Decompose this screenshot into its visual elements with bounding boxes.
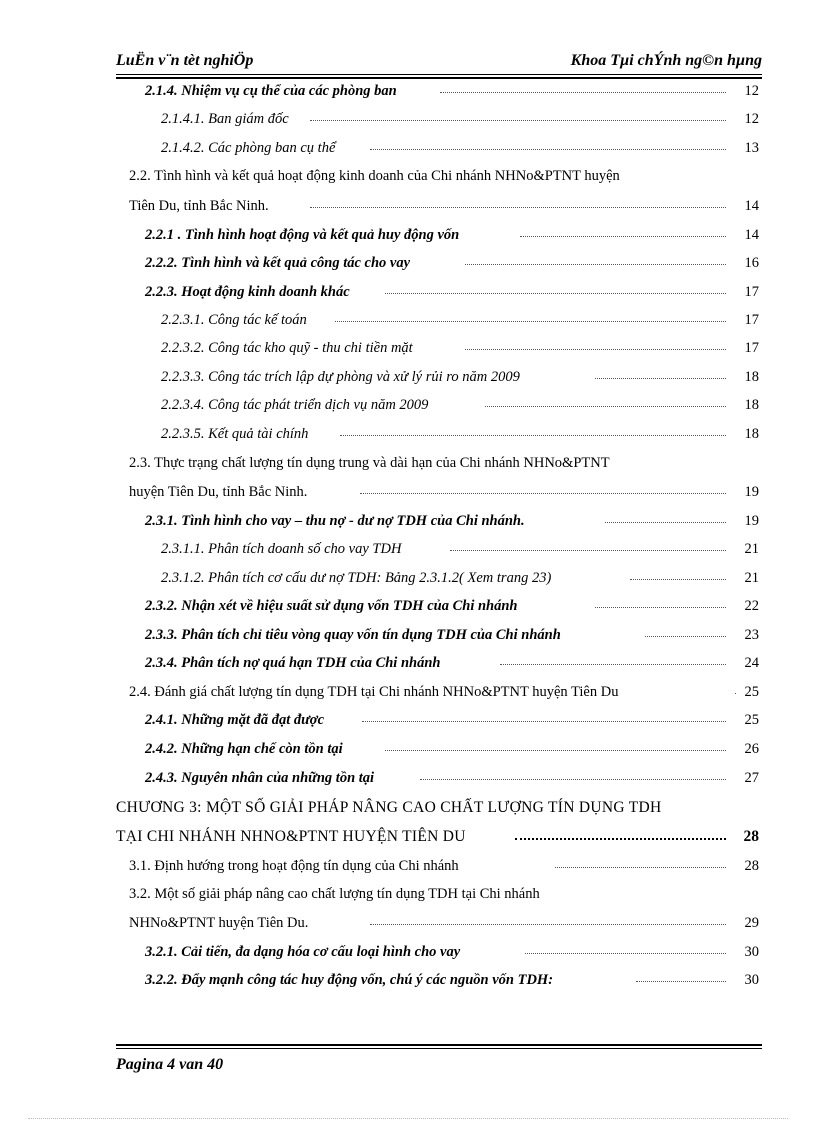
toc-entry-title-cont: Tiên Du, tỉnh Bắc Ninh. — [129, 195, 271, 217]
toc-entry-title: 2.4.3. Nguyên nhân của những tồn tại — [145, 767, 376, 789]
toc-entry-title: 2.4. Đánh giá chất lượng tín dụng TDH tại Chi nhánh NHNo&PTNT huyện Tiên Du — [129, 681, 620, 703]
header-right-text: Khoa Tµi chÝnh ng©n hµng — [570, 52, 762, 69]
toc-entry — [0, 652, 816, 674]
toc-entry-title: 2.3.2. Nhận xét về hiệu suất sử dụng vốn TDH của Chi nhánh — [145, 595, 519, 617]
toc-entry-page: 29 — [744, 915, 759, 931]
toc-entry — [0, 224, 816, 246]
toc-entry — [0, 309, 816, 331]
toc-entry-continuation — [0, 481, 816, 503]
toc-entry-page: 30 — [744, 944, 759, 960]
toc-entry-title: 3.2.1. Cải tiến, đa dạng hóa cơ cấu loại hình cho vay — [145, 941, 462, 963]
toc-entry-title: 2.3.3. Phân tích chỉ tiêu vòng quay vốn tín dụng TDH của Chi nhánh — [145, 624, 563, 646]
toc-chapter-page: 28 — [743, 828, 759, 845]
toc-entry — [0, 709, 816, 731]
toc-entry-page: 30 — [744, 972, 759, 988]
toc-entry-title: 2.2.3.1. Công tác kế toán — [161, 309, 309, 331]
toc-entry — [0, 394, 816, 416]
toc-chapter-continuation — [0, 826, 816, 848]
toc-entry-title: 2.1.4. Nhiệm vụ cụ thể của các phòng ban — [145, 80, 399, 102]
toc-entry-page: 12 — [744, 83, 759, 99]
footer-rule — [116, 1048, 762, 1049]
toc-entry-title: 2.4.2. Những hạn chế còn tồn tại — [145, 738, 345, 760]
toc-entry-page: 23 — [744, 627, 759, 643]
toc-entry — [0, 883, 816, 905]
toc-entry-page: 14 — [744, 198, 759, 214]
toc-entry-title: 3.2.2. Đẩy mạnh công tác huy động vốn, chú ý các nguồn vốn TDH: — [145, 969, 555, 991]
toc-entry-title: 2.2.3. Hoạt động kinh doanh khác — [145, 281, 352, 303]
toc-entry-page: 28 — [744, 858, 759, 874]
toc-entry-title: 2.1.4.2. Các phòng ban cụ thể — [161, 137, 337, 159]
toc-entry-title: 3.2. Một số giải pháp nâng cao chất lượng tín dụng TDH tại Chi nhánh — [129, 886, 540, 902]
toc-entry — [0, 80, 816, 102]
toc-chapter-title-cont: TẠI CHI NHÁNH NHNO&PTNT HUYỆN TIÊN DU — [116, 826, 468, 848]
toc-entry — [0, 855, 816, 877]
toc-entry-page: 18 — [744, 397, 759, 413]
toc-entry — [0, 137, 816, 159]
toc-entry-page: 17 — [744, 312, 759, 328]
header-rule — [116, 74, 762, 75]
toc-entry — [0, 108, 816, 130]
toc-entry-title: 2.2. Tình hình và kết quả hoạt động kinh doanh của Chi nhánh NHNo&PTNT huyện — [129, 168, 620, 184]
toc-entry — [0, 567, 816, 589]
toc-entry-page: 14 — [744, 227, 759, 243]
toc-entry — [0, 969, 816, 991]
toc-entry — [0, 738, 816, 760]
toc-entry-page: 25 — [744, 712, 759, 728]
toc-entry-page: 13 — [744, 140, 759, 156]
toc-entry-title: 3.1. Định hướng trong hoạt động tín dụng của Chi nhánh — [129, 855, 461, 877]
toc-entry — [0, 681, 816, 703]
toc-entry-title: 2.2.3.5. Kết quả tài chính — [161, 423, 310, 445]
toc-entry-title: 2.2.3.2. Công tác kho quỹ - thu chi tiền mặt — [161, 337, 415, 359]
toc-entry-title: 2.3.1. Tình hình cho vay – thu nợ - dư nợ TDH của Chi nhánh. — [145, 510, 527, 532]
toc-entry-page: 27 — [744, 770, 759, 786]
toc-entry — [0, 452, 816, 474]
toc-entry-page: 25 — [744, 684, 759, 700]
toc-entry — [0, 252, 816, 274]
toc-entry-continuation — [0, 195, 816, 217]
page-header — [116, 52, 762, 76]
toc-entry-page: 12 — [744, 111, 759, 127]
toc-entry — [0, 510, 816, 532]
toc-entry — [0, 767, 816, 789]
toc-entry-page: 17 — [744, 340, 759, 356]
toc-chapter-entry — [0, 797, 816, 819]
toc-entry-page: 16 — [744, 255, 759, 271]
toc-entry-title: 2.3. Thực trạng chất lượng tín dụng trung và dài hạn của Chi nhánh NHNo&PTNT — [129, 455, 610, 471]
toc-entry-page: 24 — [744, 655, 759, 671]
footer-rule-thick — [116, 1044, 762, 1046]
toc-entry — [0, 624, 816, 646]
toc-entry-title: 2.4.1. Những mặt đã đạt được — [145, 709, 326, 731]
header-rule-thick — [116, 77, 762, 79]
toc-entry-page: 26 — [744, 741, 759, 757]
toc-entry-title: 2.2.3.4. Công tác phát triển dịch vụ năm 2009 — [161, 394, 430, 416]
toc-entry-page: 22 — [744, 598, 759, 614]
toc-entry-page: 21 — [744, 570, 759, 586]
toc-entry-title: 2.3.4. Phân tích nợ quá hạn TDH của Chi nhánh — [145, 652, 442, 674]
toc-entry-title: 2.2.2. Tình hình và kết quả công tác cho vay — [145, 252, 412, 274]
toc-entry-page: 18 — [744, 426, 759, 442]
toc-entry-page: 21 — [744, 541, 759, 557]
header-left-text: LuËn v¨n tèt nghiÖp — [116, 52, 254, 69]
toc-entry-title: 2.1.4.1. Ban giám đốc — [161, 108, 291, 130]
toc-entry — [0, 423, 816, 445]
toc-entry-title: 2.3.1.1. Phân tích doanh số cho vay TDH — [161, 538, 403, 560]
toc-entry — [0, 281, 816, 303]
toc-entry-page: 18 — [744, 369, 759, 385]
page-edge-divider — [28, 1118, 788, 1119]
toc-entry — [0, 538, 816, 560]
toc-chapter-title: CHƯƠNG 3: MỘT SỐ GIẢI PHÁP NÂNG CAO CHẤT LƯỢNG TÍN DỤNG TDH — [116, 799, 662, 816]
toc-entry — [0, 165, 816, 187]
toc-entry-page: 17 — [744, 284, 759, 300]
toc-entry-title: 2.2.1 . Tình hình hoạt động và kết quả huy động vốn — [145, 224, 461, 246]
toc-entry — [0, 941, 816, 963]
toc-entry-title: 2.2.3.3. Công tác trích lập dự phòng và xử lý rủi ro năm 2009 — [161, 366, 522, 388]
toc-entry — [0, 595, 816, 617]
toc-entry-title-cont: NHNo&PTNT huyện Tiên Du. — [129, 912, 310, 934]
toc-entry — [0, 337, 816, 359]
toc-entry-page: 19 — [744, 484, 759, 500]
toc-entry-page: 19 — [744, 513, 759, 529]
toc-entry-continuation — [0, 912, 816, 934]
toc-entry — [0, 366, 816, 388]
toc-entry-title-cont: huyện Tiên Du, tỉnh Bắc Ninh. — [129, 481, 309, 503]
toc-entry-title: 2.3.1.2. Phân tích cơ cấu dư nợ TDH: Bảng 2.3.1.2( Xem trang 23) — [161, 567, 553, 589]
page-footer: Pagina 4 van 40 — [116, 1056, 224, 1073]
